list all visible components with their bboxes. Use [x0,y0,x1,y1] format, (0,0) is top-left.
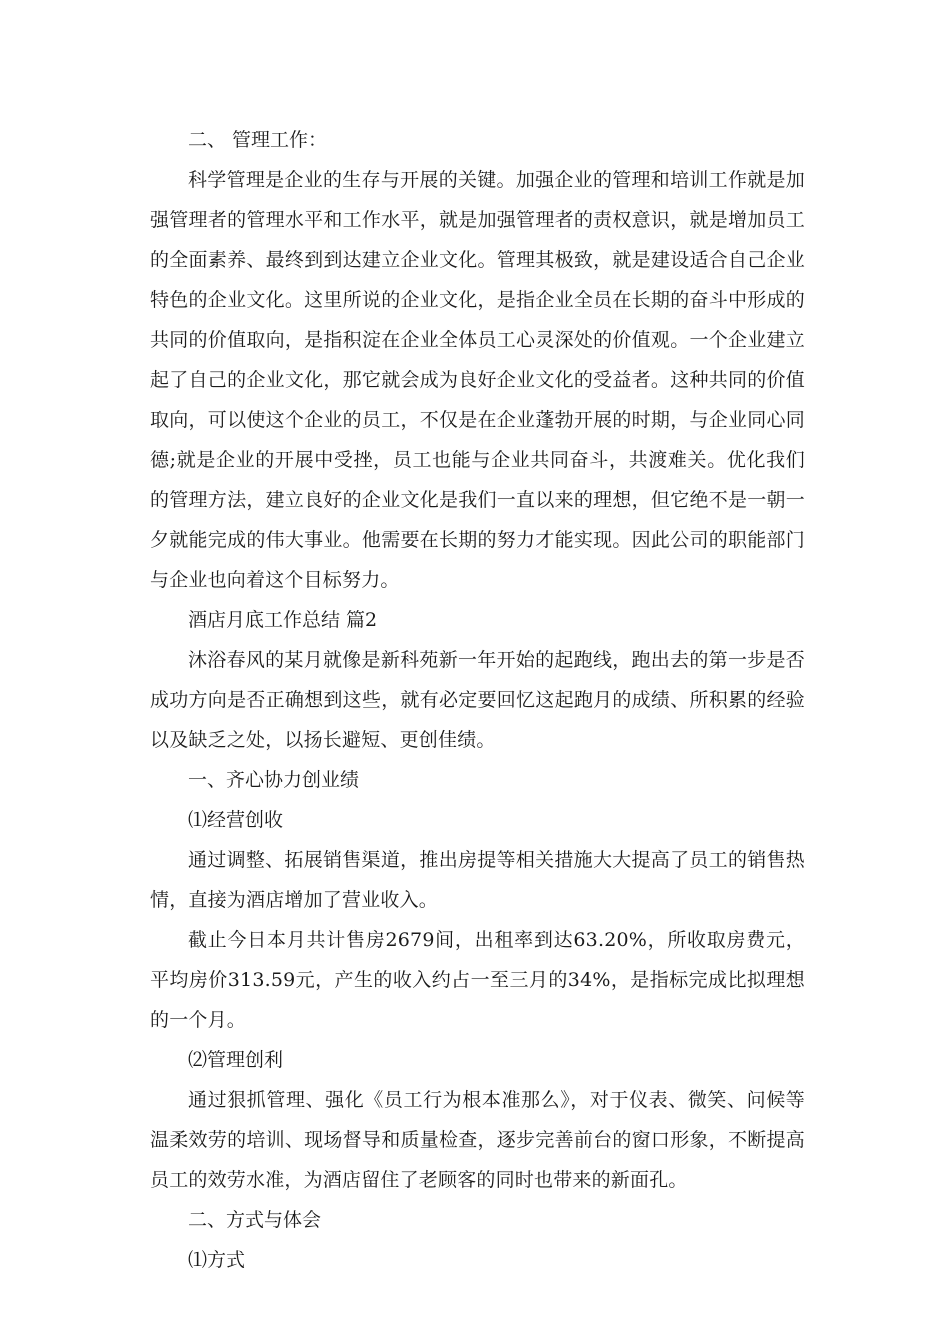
subheading-revenue: ⑴经营创收 [188,809,284,831]
document-page [150,120,805,1280]
section-heading-management: 二、 管理工作： [188,129,328,151]
section-heading-methods: 二、方式与体会 [188,1209,322,1231]
paragraph-service-training: 通过狠抓管理、强化《员工行为根本准那么》，对于仪表、微笑、问候等温柔效劳的培训、现场督导和质量检查，逐步完善前台的窗口形象，不断提高员工的效劳水准，为酒店留住了老顾客的同时也带来的新面孔。 [150,1089,805,1191]
paragraph-occupancy-stats: 截止今日本月共计售房2679间，出租率到达63.20%，所收取房费元，平均房价313.59元，产生的收入约占一至三月的34%，是指标完成比拟理想的一个月。 [150,929,805,1031]
section-heading-performance: 一、齐心协力创业绩 [188,769,360,791]
paragraph-intro: 沐浴春风的某月就像是新科苑新一年开始的起跑线，跑出去的第一步是否成功方向是否正确想到这些，就有必定要回忆这起跑月的成绩、所积累的经验以及缺乏之处，以扬长避短、更创佳绩。 [150,649,805,751]
subheading-methods: ⑴方式 [188,1249,246,1271]
article-title-part-2: 酒店月底工作总结 篇2 [188,609,378,631]
paragraph-management-culture: 科学管理是企业的生存与开展的关键。加强企业的管理和培训工作就是加强管理者的管理水平和工作水平，就是加强管理者的责权意识，就是增加员工的全面素养、最终到到达建立企业文化。管理其极致，就是建设适合自己企业特色的企业文化。这里所说的企业文化，是指企业全员在长期的奋斗中形成的共同的价值取向，是指积淀在企业全体员工心灵深处的价值观。一个企业建立起了自己的企业文化，那它就会成为良好企业文化的受益者。这种共同的价值取向，可以使这个企业的员工，不仅是在企业蓬勃开展的时期，与企业同心同德;就是企业的开展中受挫，员工也能与企业共同奋斗，共渡难关。优化我们的管理方法，建立良好的企业文化是我们一直以来的理想，但它绝不是一朝一夕就能完成的伟大事业。他需要在长期的努力才能实现。因此公司的职能部门与企业也向着这个目标努力。 [150,169,805,591]
subheading-management-profit: ⑵管理创利 [188,1049,284,1071]
paragraph-sales-channels: 通过调整、拓展销售渠道，推出房提等相关措施大大提高了员工的销售热情，直接为酒店增加了营业收入。 [150,849,805,911]
